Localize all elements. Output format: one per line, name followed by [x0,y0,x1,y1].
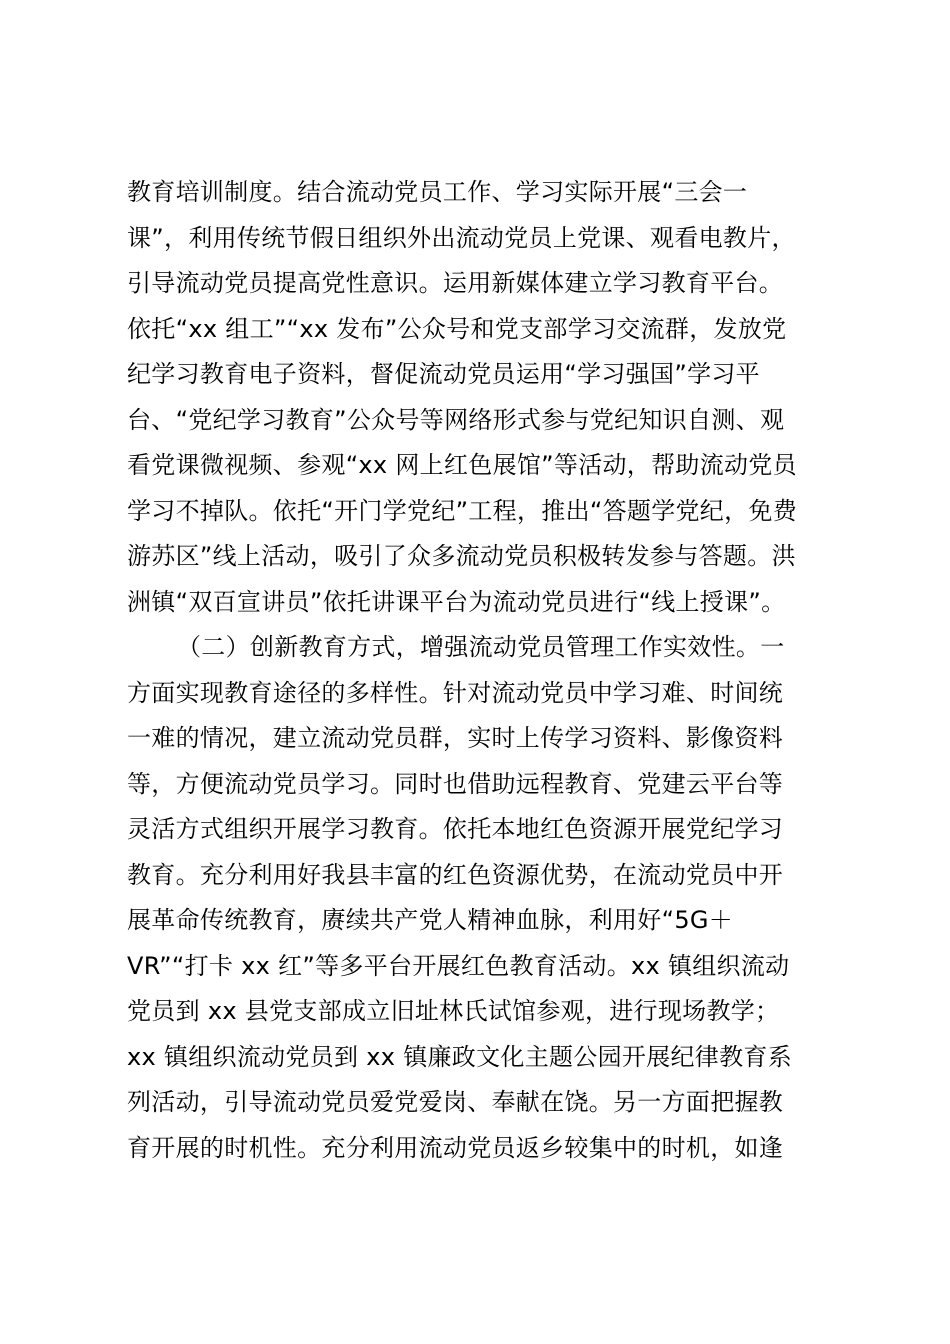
text-line: 依托“xx 组工”“xx 发布”公众号和党支部学习交流群，发放党 [127,314,787,343]
text-line: 育开展的时机性。充分利用流动党员返乡较集中的时机，如逢 [127,1133,784,1162]
section-heading-line: （二）创新教育方式，增强流动党员管理工作实效性。一 [177,633,785,661]
text-line: 展革命传统教育，赓续共产党人精神血脉，利用好“5G＋ [127,906,734,934]
body-text [127,170,837,1171]
text-line: 方面实现教育途径的多样性。针对流动党员中学习难、时间统 [127,678,784,707]
text-line: 洲镇“双百宣讲员”依托讲课平台为流动党员进行“线上授课”。 [127,587,786,616]
text-line: 一难的情况，建立流动党员群，实时上传学习资料、影像资料 [127,724,784,752]
text-line: 灵活方式组织开展学习教育。依托本地红色资源开展党纪学习 [127,815,784,843]
text-line: xx 镇组织流动党员到 xx 镇廉政文化主题公园开展纪律教育系 [127,1042,792,1071]
text-line: VR”“打卡 xx 红”等多平台开展红色教育活动。xx 镇组织流动 [127,951,790,980]
text-line: 党员到 xx 县党支部成立旧址林氏试馆参观，进行现场教学； [127,997,780,1025]
text-line: 看党课微视频、参观“xx 网上红色展馆”等活动，帮助流动党员 [127,451,797,479]
text-line: 纪学习教育电子资料，督促流动党员运用“学习强国”学习平 [127,360,760,388]
text-line: 游苏区”线上活动，吸引了众多流动党员积极转发参与答题。洪 [127,542,796,570]
text-line: 教育。充分利用好我县丰富的红色资源优势，在流动党员中开 [127,860,784,889]
text-line: 学习不掉队。依托“开门学党纪”工程，推出“答题学党纪，免费 [127,496,797,525]
text-line: 引导流动党员提高党性意识。运用新媒体建立学习教育平台。 [127,269,784,297]
text-line: 课”，利用传统节假日组织外出流动党员上党课、观看电教片， [127,223,796,252]
text-line: 台、“党纪学习教育”公众号等网络形式参与党纪知识自测、观 [127,405,785,434]
text-line: 等，方便流动党员学习。同时也借助远程教育、党建云平台等 [127,769,784,798]
text-line: 教育培训制度。结合流动党员工作、学习实际开展“三会一 [127,178,748,206]
text-line: 列活动，引导流动党员爱党爱岗、奉献在饶。另一方面把握教 [127,1088,784,1116]
